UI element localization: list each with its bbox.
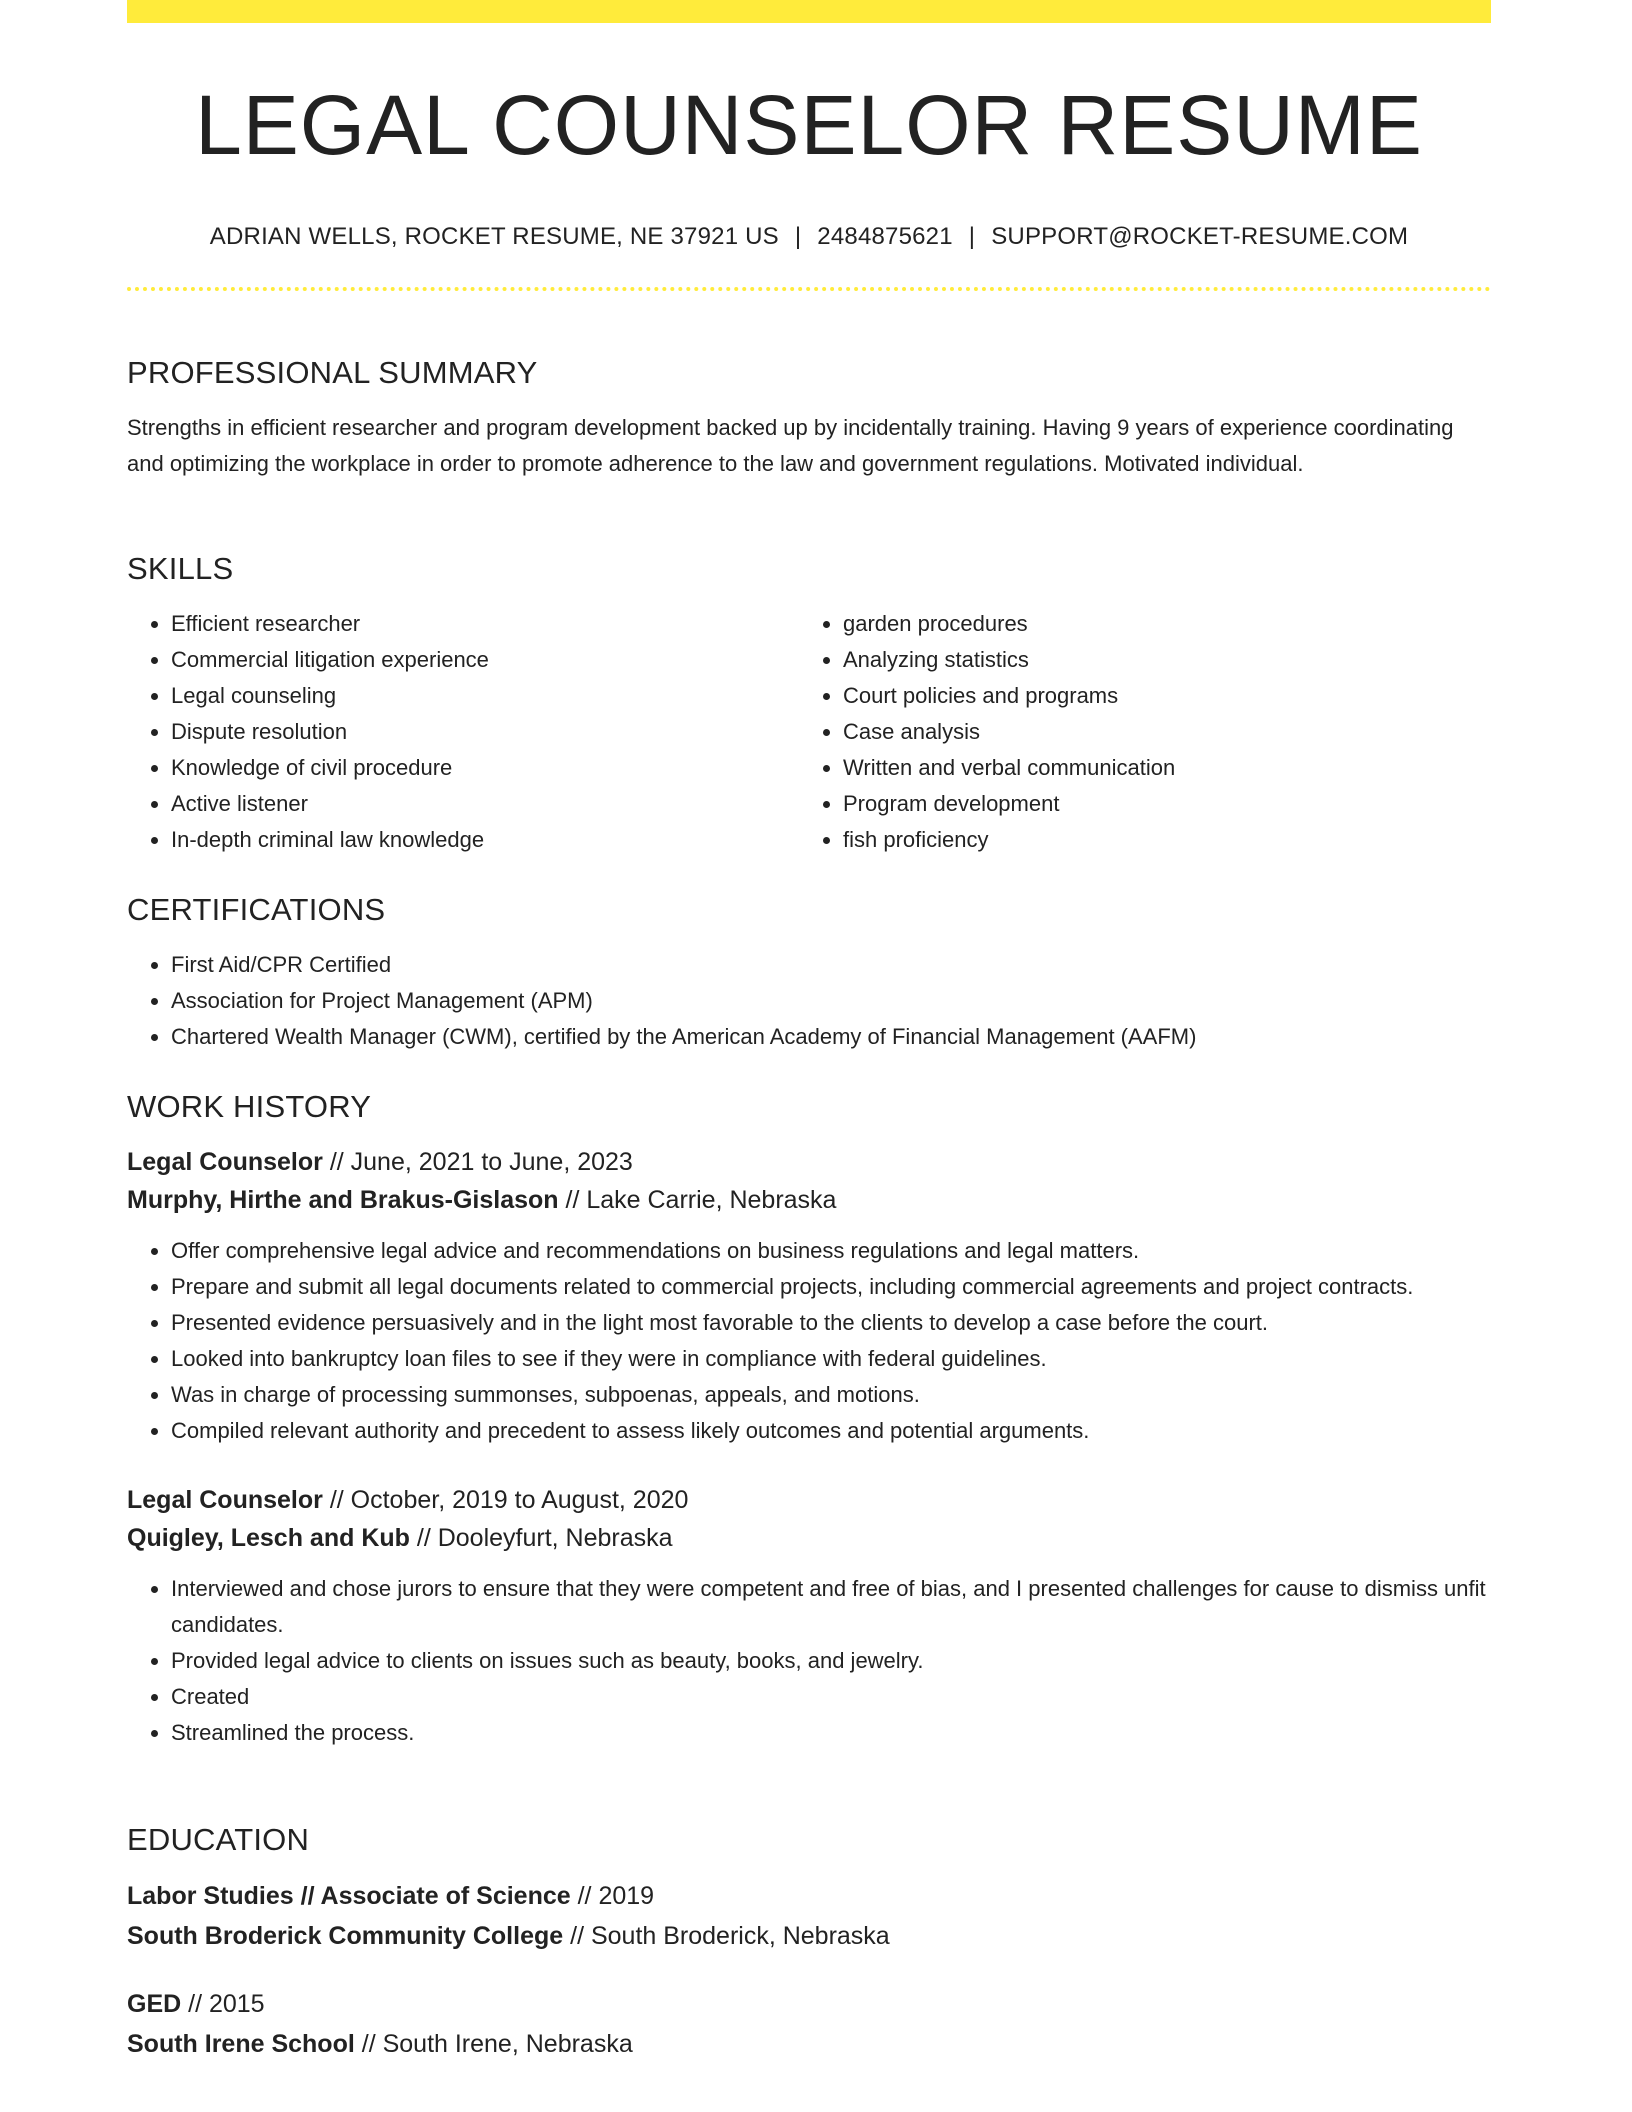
summary-section xyxy=(127,357,1491,482)
education-degree-line xyxy=(127,1984,1491,2024)
contact-line xyxy=(127,225,1491,249)
job-bullet: • Offer comprehensive legal advice and recommendations on business regulations and legal matters. xyxy=(171,1233,1491,1269)
summary-text: Strengths in efficient researcher and program development backed up by incidentally training. Having 9 years of experience coordinating and optimizing the workplace in order to promote adherence to the law and government regulations. Motivated individual. xyxy=(127,415,1454,476)
job-title: Legal Counselor xyxy=(127,1486,323,1514)
education-school-line xyxy=(127,1916,1491,1956)
contact-separator: | xyxy=(968,223,976,250)
education-location: // South Irene, Nebraska xyxy=(354,2030,633,2058)
job-company: Quigley, Lesch and Kub xyxy=(127,1524,410,1552)
education-year: // 2019 xyxy=(570,1882,655,1910)
education-school: South Broderick Community College xyxy=(127,1922,564,1950)
education-degree: GED xyxy=(127,1990,182,2018)
skill-item: • garden procedures xyxy=(843,606,1471,642)
skill-item: • Case analysis xyxy=(843,714,1471,750)
section-heading: CERTIFICATIONS xyxy=(127,892,386,927)
skill-item: • Court policies and programs xyxy=(843,678,1471,714)
certification-item: • Association for Project Management (APM) xyxy=(171,983,1491,1019)
job-title: Legal Counselor xyxy=(127,1148,323,1176)
certification-item: • First Aid/CPR Certified xyxy=(171,947,1491,983)
job-bullet: • Looked into bankruptcy loan files to see if they were in compliance with federal guidelines. xyxy=(171,1341,1491,1377)
job-bullet: • Created xyxy=(171,1679,1491,1715)
certifications-section xyxy=(127,894,1491,1055)
education-location: // South Broderick, Nebraska xyxy=(563,1922,890,1950)
section-heading: EDUCATION xyxy=(127,1822,310,1857)
skills-column-left xyxy=(127,606,799,858)
education-degree: Labor Studies // Associate of Science xyxy=(127,1882,571,1910)
job-title-line xyxy=(127,1143,1491,1181)
job-bullet: • Compiled relevant authority and precedent to assess likely outcomes and potential arguments. xyxy=(171,1413,1491,1449)
job-bullet: • Streamlined the process. xyxy=(171,1715,1491,1751)
education-entry xyxy=(127,1984,1491,2064)
job-company-line xyxy=(127,1519,1491,1557)
job-company-line xyxy=(127,1181,1491,1219)
job-dates: // October, 2019 to August, 2020 xyxy=(322,1486,689,1514)
job-company: Murphy, Hirthe and Brakus-Gislason xyxy=(127,1186,559,1214)
certification-item: • Chartered Wealth Manager (CWM), certified by the American Academy of Financial Management (AAFM) xyxy=(171,1019,1491,1055)
resume-page xyxy=(127,0,1491,2058)
section-heading: PROFESSIONAL SUMMARY xyxy=(127,355,538,390)
education-entry xyxy=(127,1876,1491,1956)
skills-column-right xyxy=(799,606,1471,858)
education-year: // 2015 xyxy=(181,1990,265,2018)
education-section xyxy=(127,1824,1491,2064)
skills-section xyxy=(127,553,1491,858)
contact-address: ADRIAN WELLS, ROCKET RESUME, NE 37921 US xyxy=(209,223,779,250)
skills-columns xyxy=(127,606,1491,858)
section-heading: SKILLS xyxy=(127,551,234,586)
header-divider xyxy=(127,287,1491,291)
resume-title: LEGAL COUNSELOR RESUME xyxy=(195,78,1423,172)
skill-item: • Written and verbal communication xyxy=(843,750,1471,786)
contact-separator: | xyxy=(794,223,802,250)
skill-item: • Knowledge of civil procedure xyxy=(171,750,799,786)
job-location: // Lake Carrie, Nebraska xyxy=(558,1186,837,1214)
skill-item: • Efficient researcher xyxy=(171,606,799,642)
skill-item: • Legal counseling xyxy=(171,678,799,714)
skill-item: • Commercial litigation experience xyxy=(171,642,799,678)
job-dates: // June, 2021 to June, 2023 xyxy=(322,1148,633,1176)
work-history-section xyxy=(127,1091,1491,1751)
skill-item: • Dispute resolution xyxy=(171,714,799,750)
job-entry xyxy=(127,1481,1491,1751)
skill-item: • Active listener xyxy=(171,786,799,822)
section-heading: WORK HISTORY xyxy=(127,1089,372,1124)
job-bullet: • Prepare and submit all legal documents related to commercial projects, including commercial agreements and project contracts. xyxy=(171,1269,1491,1305)
education-school: South Irene School xyxy=(127,2030,355,2058)
job-location: // Dooleyfurt, Nebraska xyxy=(409,1524,673,1552)
contact-phone: 2484875621 xyxy=(817,223,953,250)
skill-item: • fish proficiency xyxy=(843,822,1471,858)
job-bullet: • Presented evidence persuasively and in the light most favorable to the clients to develop a case before the court. xyxy=(171,1305,1491,1341)
job-bullet: • Was in charge of processing summonses, subpoenas, appeals, and motions. xyxy=(171,1377,1491,1413)
education-school-line xyxy=(127,2024,1491,2064)
job-entry xyxy=(127,1143,1491,1449)
top-accent-bar xyxy=(127,0,1491,23)
skill-item: • Program development xyxy=(843,786,1471,822)
job-title-line xyxy=(127,1481,1491,1519)
skill-item: • In-depth criminal law knowledge xyxy=(171,822,799,858)
education-degree-line xyxy=(127,1876,1491,1916)
skill-item: • Analyzing statistics xyxy=(843,642,1471,678)
contact-email: SUPPORT@ROCKET-RESUME.COM xyxy=(991,223,1409,250)
job-bullet: • Provided legal advice to clients on issues such as beauty, books, and jewelry. xyxy=(171,1643,1491,1679)
job-bullet: • Interviewed and chose jurors to ensure that they were competent and free of bias, and I presented challenges for cause to dismiss unfit candidates. xyxy=(171,1571,1491,1643)
